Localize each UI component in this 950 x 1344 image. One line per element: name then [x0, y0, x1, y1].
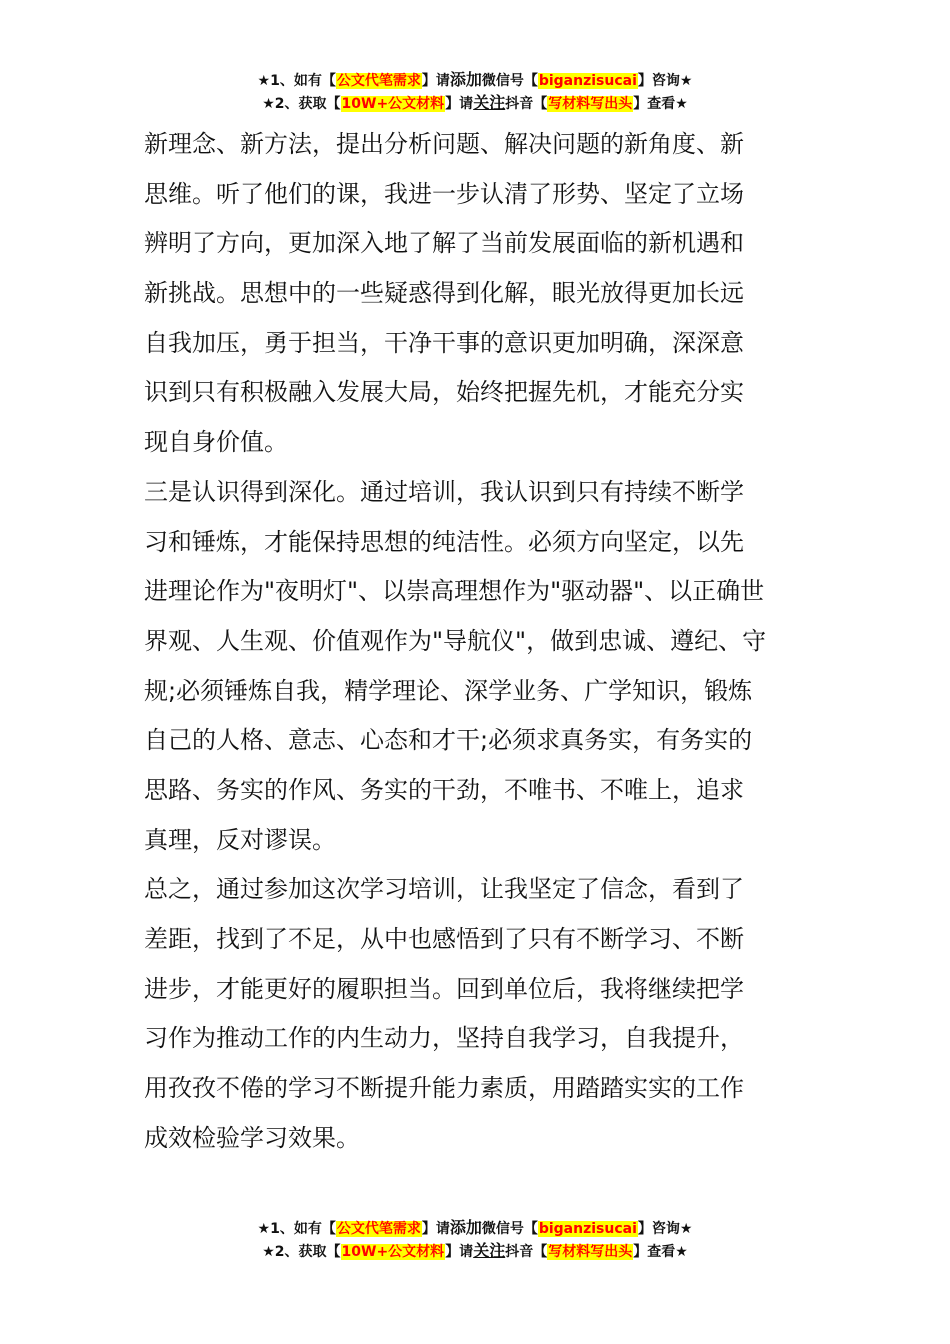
banner-prefix: ★2、获取【	[262, 96, 341, 112]
banner-text: 】请	[445, 1244, 474, 1260]
banner-suffix: 】咨询★	[637, 1221, 693, 1237]
banner-line-2	[0, 1239, 950, 1262]
banner-text: 抖音【	[505, 96, 548, 112]
banner-suffix: 】咨询★	[637, 73, 693, 89]
text-line: 思路、务实的作风、务实的干劲，不唯书、不唯上，追求	[144, 775, 744, 804]
text-line: 思维。听了他们的课，我进一步认清了形势、坚定了立场	[144, 179, 744, 208]
banner-text: 】请	[421, 1221, 450, 1237]
banner-emphasis: 关注	[473, 1241, 506, 1260]
footer-banner	[0, 1216, 950, 1262]
banner-highlight: 10W+公文材料	[341, 96, 445, 112]
text-line: 识到只有积极融入发展大局，始终把握先机，才能充分实	[144, 378, 744, 407]
text-line: 辨明了方向，更加深入地了解了当前发展面临的新机遇和	[144, 229, 744, 258]
text-line: 现自身价值。	[144, 428, 288, 457]
banner-text: 抖音【	[505, 1244, 548, 1260]
text-line: 总之，通过参加这次学习培训，让我坚定了信念，看到了	[144, 875, 744, 904]
banner-suffix: 】查看★	[633, 1244, 688, 1260]
banner-emphasis: 关注	[473, 93, 506, 112]
banner-highlight: 公文代笔需求	[336, 1221, 421, 1237]
banner-douyin-id: 写材料写出头	[548, 1244, 633, 1260]
text-line: 成效检验学习效果。	[144, 1123, 360, 1152]
body-text	[144, 120, 816, 1163]
banner-highlight: 公文代笔需求	[336, 73, 421, 89]
text-line: 自我加压，勇于担当，干净干事的意识更加明确，深深意	[144, 328, 744, 357]
banner-prefix: ★1、如有【	[257, 1221, 336, 1237]
text-line: 差距，找到了不足，从中也感悟到了只有不断学习、不断	[144, 925, 744, 953]
text-line: 用孜孜不倦的学习不断提升能力素质，用踏踏实实的工作	[144, 1074, 744, 1103]
banner-prefix: ★1、如有【	[257, 73, 336, 89]
text-line: 习和锤炼，才能保持思想的纯洁性。必须方向坚定，以先	[144, 527, 744, 556]
banner-highlight: 10W+公文材料	[341, 1244, 445, 1260]
banner-text: 】请	[445, 96, 474, 112]
text-line: 进步，才能更好的履职担当。回到单位后，我将继续把学	[144, 974, 744, 1003]
banner-emphasis: 添加	[449, 1218, 482, 1237]
banner-text: 微信号【	[481, 1221, 538, 1237]
banner-line-1	[0, 1216, 950, 1239]
banner-text: 】请	[421, 73, 450, 89]
banner-text: 微信号【	[481, 73, 538, 89]
text-line: 三是认识得到深化。通过培训，我认识到只有持续不断学	[144, 477, 744, 506]
text-line: 自己的人格、意志、心态和才干;必须求真务实，有务实的	[144, 726, 753, 755]
text-line: 真理，反对谬误。	[144, 825, 336, 854]
text-line: 习作为推动工作的内生动力，坚持自我学习，自我提升，	[144, 1024, 744, 1053]
text-line: 进理论作为"夜明灯"、以崇高理想作为"驱动器"、以正确世	[144, 577, 765, 606]
banner-line-2	[0, 91, 950, 114]
banner-wechat-id: biganzisucai	[538, 1221, 637, 1237]
banner-wechat-id: biganzisucai	[538, 73, 637, 89]
text-line: 新挑战。思想中的一些疑惑得到化解，眼光放得更加长远	[144, 279, 744, 308]
banner-douyin-id: 写材料写出头	[548, 96, 633, 112]
text-line: 界观、人生观、价值观作为"导航仪"，做到忠诚、遵纪、守	[144, 626, 767, 655]
text-line: 规;必须锤炼自我，精学理论、深学业务、广学知识，锻炼	[144, 676, 753, 705]
banner-prefix: ★2、获取【	[262, 1244, 341, 1260]
banner-suffix: 】查看★	[633, 96, 688, 112]
text-line: 新理念、新方法，提出分析问题、解决问题的新角度、新	[144, 130, 744, 158]
banner-line-1	[0, 68, 950, 91]
header-banner	[0, 68, 950, 114]
banner-emphasis: 添加	[449, 70, 482, 89]
